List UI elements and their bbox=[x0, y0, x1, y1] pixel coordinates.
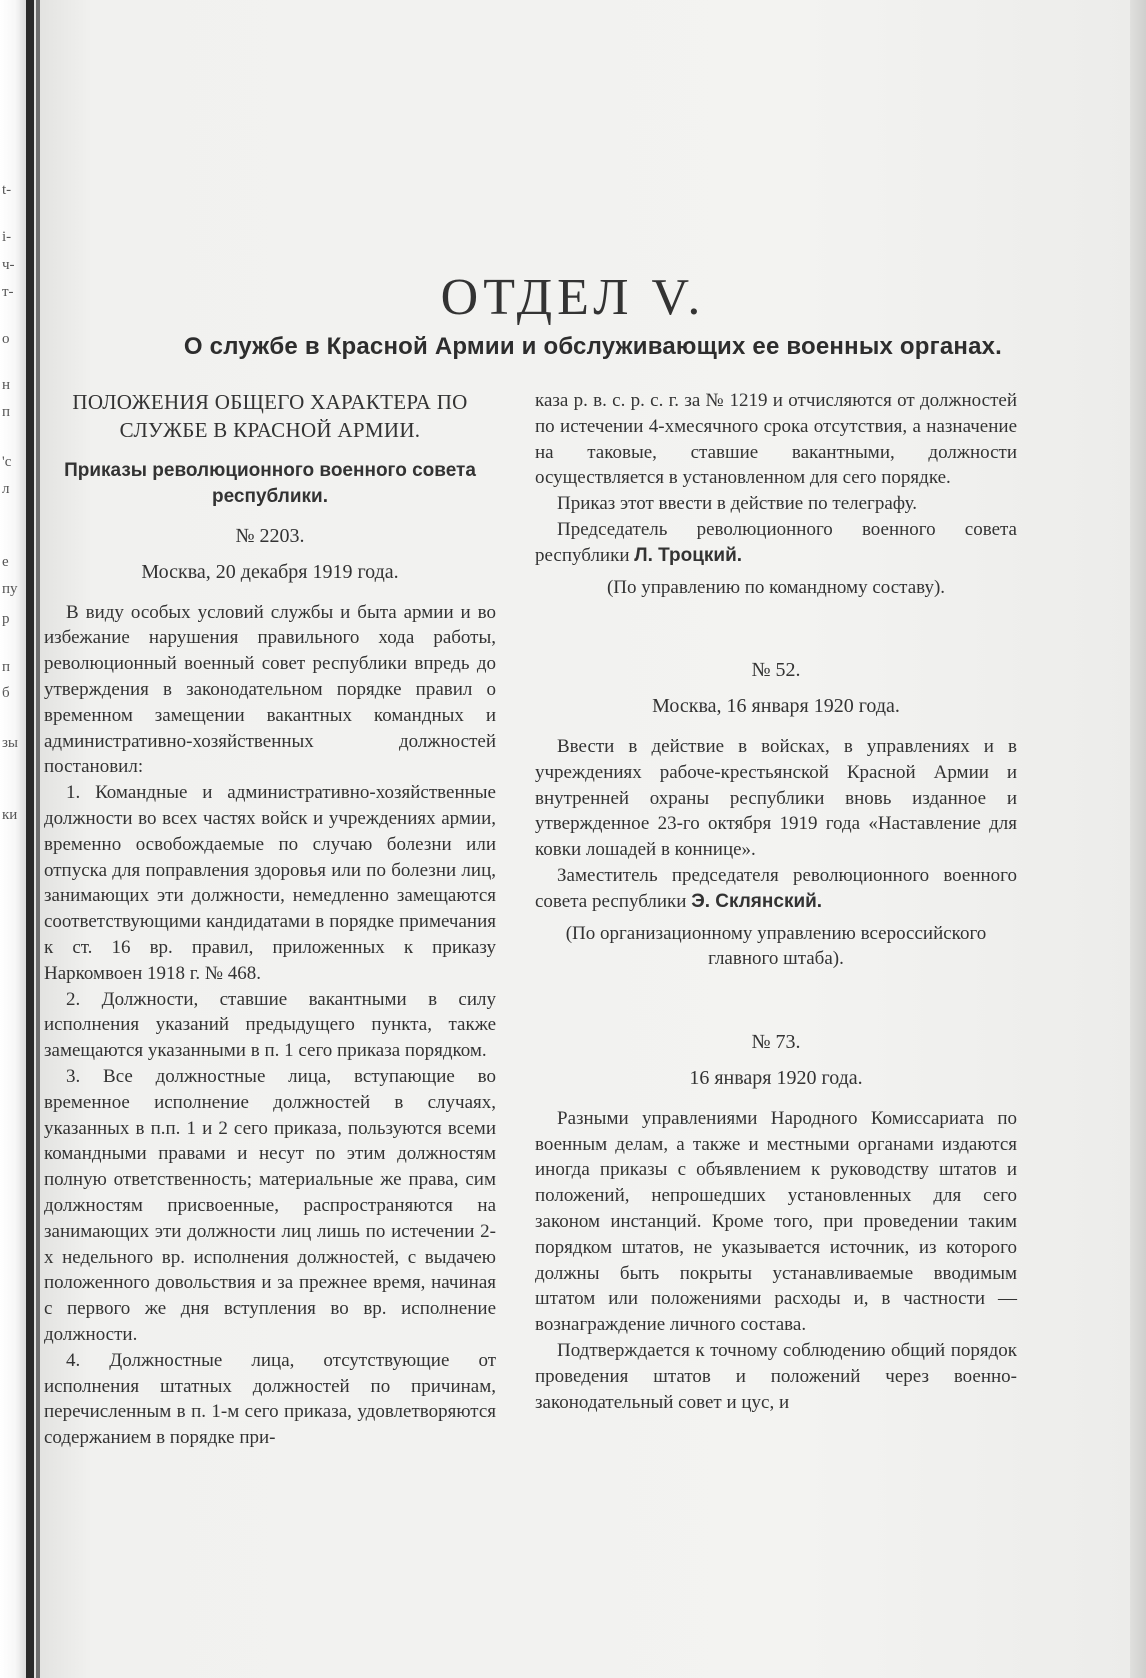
binding-shadow bbox=[26, 0, 34, 1678]
margin-bleed-text: п bbox=[2, 404, 11, 420]
order-paragraph: 2. Должности, ставшие вакантными в силу исполнения указаний предыдущего пункта, также замещаются указанными в п. 1 сего приказа порядком. bbox=[44, 988, 496, 1062]
margin-bleed-text: ч- bbox=[2, 257, 15, 273]
signature-title: Председатель революционного военного совета республики bbox=[535, 518, 1017, 566]
order-number: № 52. bbox=[751, 659, 801, 682]
margin-bleed-text: т- bbox=[2, 284, 14, 300]
order-number: № 73. bbox=[751, 1031, 801, 1054]
margin-bleed-text: пу bbox=[2, 581, 18, 597]
orders-heading: Приказы революционного военного совета республики. bbox=[64, 460, 476, 507]
chapter-heading: ПОЛОЖЕНИЯ ОБЩЕГО ХАРАКТЕРА ПО СЛУЖБЕ В КРАСНОЙ АРМИИ. bbox=[72, 390, 468, 442]
margin-bleed-text: зы bbox=[2, 735, 19, 751]
left-column bbox=[44, 388, 496, 1451]
margin-bleed-text: о bbox=[2, 331, 10, 347]
office-note: (По управлению по командному составу). bbox=[606, 576, 946, 598]
binding-shadow-inner bbox=[36, 0, 40, 1678]
spacer bbox=[535, 600, 1017, 650]
section-subtitle: О службе в Красной Армии и обслуживающих ее военных органах. bbox=[183, 333, 1003, 360]
margin-bleed-text: і- bbox=[2, 229, 12, 245]
order-paragraph: 3. Все должностные лица, вступающие во временное исполнение должностей в случаях, указанных в п.п. 1 и 2 сего приказа, пользуются всеми командными правами и несут по этим должностям полную ответственность; материальные же права, сим должностям присвоенные, распространяются на занимающих эти должности лиц лишь по истечении 2-х недельного вр. исполнения должностей, с выдачею положенного довольствия и за прежнее время, начиная с первого же дня вступления во вр. исполнение должности. bbox=[44, 1065, 496, 1345]
margin-bleed-text: н bbox=[2, 377, 11, 393]
order-number: № 2203. bbox=[235, 525, 305, 547]
signature-line bbox=[535, 517, 1017, 569]
order-paragraph: В виду особых условий службы и быта армии и во избежание нарушения правильного хода работы, революционный военный совет республики впредь до утверждения в законодательном порядке правил о временном замещении вакантных командных и административно-хозяйственных должностей постановил: bbox=[44, 601, 496, 778]
order-dateline: Москва, 20 декабря 1919 года. bbox=[141, 560, 399, 583]
margin-bleed-text: п bbox=[2, 659, 11, 675]
margin-bleed-text: ки bbox=[2, 807, 18, 823]
signature-title: Заместитель председателя революционного военного совета республики bbox=[535, 864, 1017, 912]
page-binding-margin bbox=[0, 0, 26, 1678]
signature-name: Э. Склянский. bbox=[691, 890, 823, 912]
enactment-note: Приказ этот ввести в действие по телеграфу. bbox=[557, 493, 917, 515]
order-continuation: каза р. в. с. р. с. г. за № 1219 и отчисляются от должностей по истечении 4-хмесячного срока отсутствия, а назначение на таковые, ставшие вакантными, должности осуществляется в установленном для сего порядке. bbox=[535, 390, 1017, 489]
section-title: ОТДЕЛ V. bbox=[440, 269, 706, 326]
order-paragraph: Разными управлениями Народного Комиссариата по военным делам, а также и местными органами издаются иногда приказы с объявлением к руководству штатов и положений, непрошедших установленных для сего законом инстанций. Кроме того, при проведении таким порядком штатов, не указывается источник, из которого должны быть покрыты устанавливаемые вводимым штатом или положениями расходы и, в частности — вознаграждение личного состава. bbox=[535, 1107, 1017, 1336]
margin-bleed-text: б bbox=[2, 685, 10, 701]
margin-bleed-text: е bbox=[2, 554, 9, 570]
order-dateline: 16 января 1920 года. bbox=[689, 1066, 863, 1089]
office-note: (По организационному управлению всероссийского главного штаба). bbox=[565, 922, 987, 970]
order-paragraph: 1. Командные и административно-хозяйственные должности во всех частях войск и учреждениях армии, временно освобождаемые по случаю болезни или отпуска для поправления здоровья или по болезни лиц, занимающих эти должности, немедленно замещаются соответствующими кандидатами в порядке примечания к ст. 16 вр. правил, приложенных к приказу Наркомвоен 1918 г. № 468. bbox=[44, 782, 496, 984]
margin-bleed-text: 'с bbox=[2, 454, 12, 470]
right-column bbox=[535, 388, 1017, 1415]
margin-bleed-text: л bbox=[2, 481, 10, 497]
order-paragraph: Подтверждается к точному соблюдению общий порядок проведения штатов и положений через военно-законодательный совет и цус, и bbox=[535, 1339, 1017, 1413]
spacer bbox=[535, 972, 1017, 1022]
page-right-edge bbox=[1130, 0, 1146, 1678]
order-dateline: Москва, 16 января 1920 года. bbox=[652, 695, 900, 718]
order-paragraph: 4. Должностные лица, отсутствующие от исполнения штатных должностей по причинам, перечисленным в п. 1-м сего приказа, удовлетворяются содержанием в порядке при- bbox=[44, 1349, 496, 1449]
signature-line bbox=[535, 863, 1017, 915]
margin-bleed-text: t- bbox=[2, 182, 12, 198]
signature-name: Л. Троцкий. bbox=[634, 544, 743, 566]
margin-bleed-text: р bbox=[2, 611, 10, 627]
order-paragraph: Ввести в действие в войсках, в управлениях и в учреждениях рабоче-крестьянской Красной Армии и внутренней охраны республики вновь изданное и утвержденное 23-го октября 1919 года «Наставление для ковки лошадей в коннице». bbox=[535, 735, 1017, 861]
